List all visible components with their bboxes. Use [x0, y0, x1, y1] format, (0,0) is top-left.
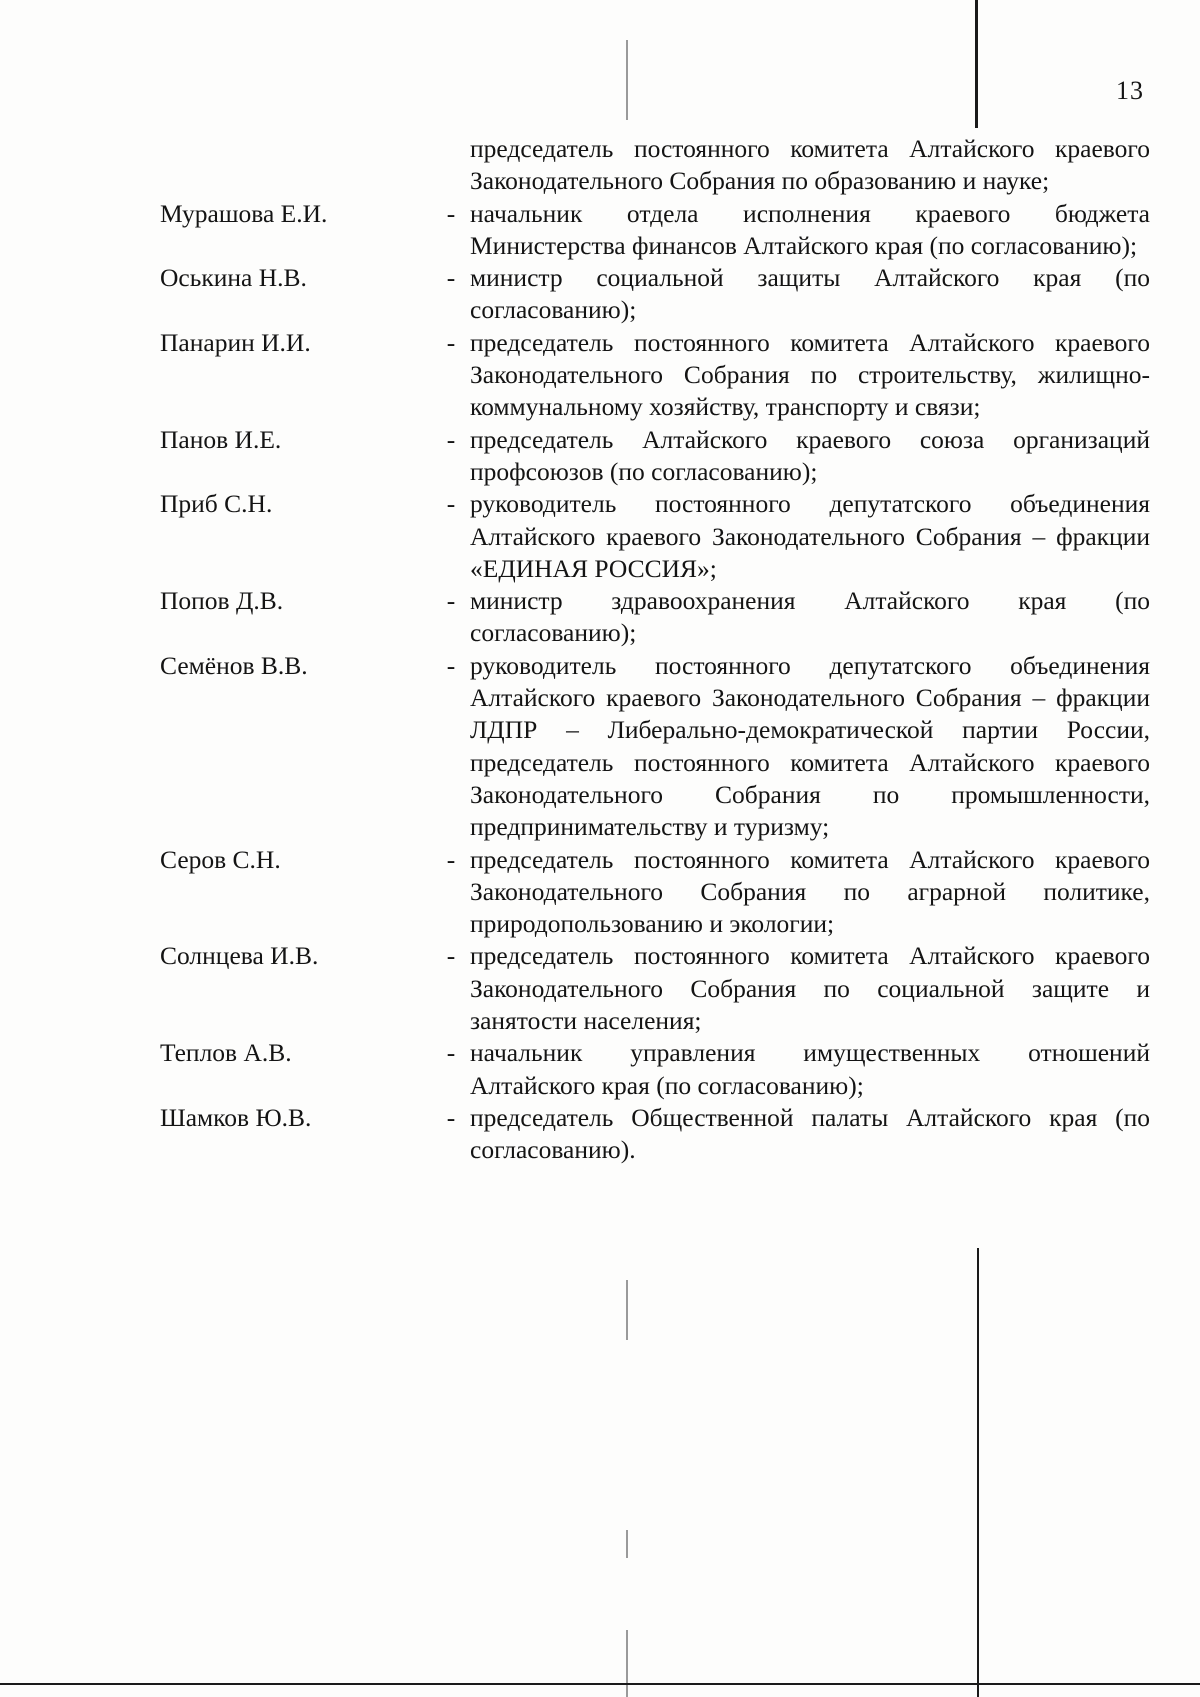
separator-dash [432, 133, 470, 198]
list-item [160, 488, 1160, 585]
page-number: 13 [1116, 76, 1144, 105]
separator-dash: - [446, 327, 456, 357]
member-position: председатель постоянного комитета Алтайского краевого Законодательного Собрания по аграрной политике, природопользованию и экологии; [470, 844, 1150, 939]
list-item [160, 262, 1160, 327]
member-position: руководитель постоянного депутатского объединения Алтайского краевого Законодательного Собрания – фракции «ЕДИНАЯ РОССИЯ»; [470, 489, 1150, 583]
scan-artifact-line [626, 40, 628, 120]
member-position: председатель постоянного комитета Алтайского краевого Законодательного Собрания по строительству, жилищно-коммунальному хозяйству, транспорту и связи; [470, 327, 1150, 422]
member-position: председатель постоянного комитета Алтайского краевого Законодательного Собрания по образованию и науке; [470, 134, 1150, 196]
member-name: Серов С.Н. [160, 844, 281, 874]
member-name: Панов И.Е. [160, 424, 282, 454]
members-list [160, 133, 1160, 1167]
member-name: Оськина Н.В. [160, 263, 307, 293]
scan-artifact-line [626, 1530, 628, 1558]
list-item [160, 585, 1160, 650]
member-position: начальник управления имущественных отношений Алтайского края (по согласованию); [470, 1038, 1150, 1100]
scan-artifact-line [626, 1280, 628, 1340]
separator-dash: - [446, 941, 456, 971]
separator-dash: - [446, 586, 456, 616]
member-name: Мурашова Е.И. [160, 198, 328, 228]
member-position: председатель Алтайского краевого союза организаций профсоюзов (по согласованию); [470, 424, 1150, 486]
member-name: Шамков Ю.В. [160, 1102, 312, 1132]
list-item [160, 940, 1160, 1037]
member-position: министр здравоохранения Алтайского края (по согласованию); [470, 586, 1150, 648]
list-item [160, 327, 1160, 424]
separator-dash: - [446, 263, 456, 293]
list-item [160, 1037, 1160, 1102]
member-name: Приб С.Н. [160, 489, 273, 519]
separator-dash: - [446, 1102, 456, 1132]
list-item [160, 844, 1160, 941]
list-item [160, 133, 1160, 198]
list-item [160, 424, 1160, 489]
separator-dash: - [446, 198, 456, 228]
scan-artifact-line [626, 1630, 628, 1697]
separator-dash: - [446, 424, 456, 454]
scan-artifact-line [0, 1683, 1200, 1685]
separator-dash: - [446, 650, 456, 680]
list-item [160, 650, 1160, 844]
separator-dash: - [446, 489, 456, 519]
scan-artifact-line [975, 0, 978, 128]
separator-dash: - [446, 844, 456, 874]
member-position: начальник отдела исполнения краевого бюджета Министерства финансов Алтайского края (по согласованию); [470, 198, 1150, 260]
member-position: министр социальной защиты Алтайского края (по согласованию); [470, 263, 1150, 325]
member-position: председатель постоянного комитета Алтайского краевого Законодательного Собрания по социальной защите и занятости населения; [470, 941, 1150, 1036]
member-name: Теплов А.В. [160, 1038, 292, 1068]
list-item [160, 198, 1160, 263]
member-name: Семёнов В.В. [160, 650, 308, 680]
member-position: председатель Общественной палаты Алтайского края (по согласованию). [470, 1102, 1150, 1165]
member-name: Панарин И.И. [160, 327, 311, 357]
list-item [160, 1102, 1160, 1167]
scan-artifact-line [977, 1248, 979, 1697]
member-name [160, 133, 432, 198]
member-position: руководитель постоянного депутатского объединения Алтайского краевого Законодательного Собрания – фракции ЛДПР – Либерально-демократической партии России, председатель постоянного комитета Алтайского краевого Законодательного Собрания по промышленности, предпринимательству и туризму; [470, 650, 1150, 842]
member-name: Солнцева И.В. [160, 941, 319, 971]
member-name: Попов Д.В. [160, 586, 284, 616]
separator-dash: - [446, 1038, 456, 1068]
